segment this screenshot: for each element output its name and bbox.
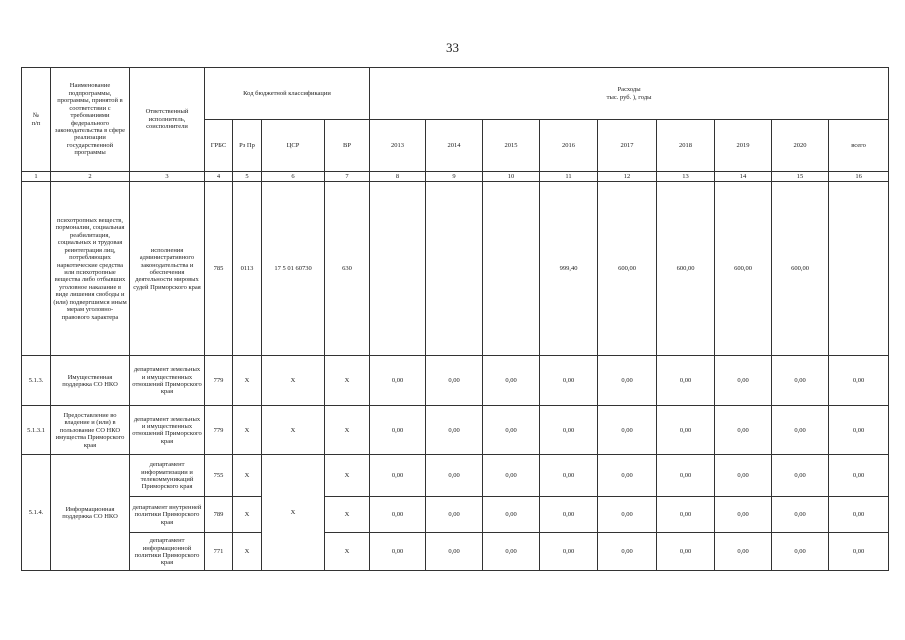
row-num: 5.1.3. bbox=[22, 356, 51, 406]
row-grbs: 779 bbox=[205, 406, 233, 455]
row-value: 999,40 bbox=[540, 182, 598, 356]
row-rzpr: Х bbox=[233, 356, 262, 406]
row-value: 600,00 bbox=[772, 182, 829, 356]
row-value: 0,00 bbox=[483, 533, 540, 571]
header-col-vr: ВР bbox=[325, 120, 370, 172]
header-total: всего bbox=[829, 120, 889, 172]
row-value: 0,00 bbox=[370, 455, 426, 497]
row-vr: Х bbox=[325, 533, 370, 571]
row-value: 0,00 bbox=[657, 356, 715, 406]
row-rzpr: 0113 bbox=[233, 182, 262, 356]
row-value: 0,00 bbox=[829, 533, 889, 571]
header-responsible: Ответственный исполнитель, соисполнители bbox=[130, 68, 205, 172]
row-value: 0,00 bbox=[426, 533, 483, 571]
row-value: 0,00 bbox=[426, 356, 483, 406]
header-year: 2015 bbox=[483, 120, 540, 172]
row-vr: Х bbox=[325, 497, 370, 533]
index-cell: 15 bbox=[772, 172, 829, 182]
row-value: 0,00 bbox=[540, 455, 598, 497]
row-value: 0,00 bbox=[483, 455, 540, 497]
row-value: 0,00 bbox=[772, 497, 829, 533]
header-col-rzpr: Рз Пр bbox=[233, 120, 262, 172]
row-value: 600,00 bbox=[598, 182, 657, 356]
row-value: 0,00 bbox=[483, 406, 540, 455]
header-col-grbs: ГРБС bbox=[205, 120, 233, 172]
row-value: 0,00 bbox=[426, 406, 483, 455]
row-value: 0,00 bbox=[715, 406, 772, 455]
row-grbs: 771 bbox=[205, 533, 233, 571]
row-responsible: исполнения административного законодательства и обеспечения деятельности мировых судей Приморского края bbox=[130, 182, 205, 356]
row-value: 0,00 bbox=[657, 455, 715, 497]
index-cell: 10 bbox=[483, 172, 540, 182]
row-value: 0,00 bbox=[829, 455, 889, 497]
index-cell: 12 bbox=[598, 172, 657, 182]
row-responsible: департамент внутренней политики Приморского края bbox=[130, 497, 205, 533]
table-row bbox=[22, 356, 889, 406]
row-value: 0,00 bbox=[598, 406, 657, 455]
index-cell: 4 bbox=[205, 172, 233, 182]
row-value bbox=[426, 182, 483, 356]
table-row bbox=[22, 455, 889, 497]
row-value: 0,00 bbox=[829, 356, 889, 406]
row-value: 0,00 bbox=[598, 455, 657, 497]
row-value: 0,00 bbox=[772, 406, 829, 455]
row-csr: 17 5 01 60730 bbox=[262, 182, 325, 356]
header-year: 2017 bbox=[598, 120, 657, 172]
row-rzpr: Х bbox=[233, 497, 262, 533]
row-num: 5.1.4. bbox=[22, 455, 51, 571]
row-value: 0,00 bbox=[772, 455, 829, 497]
header-row-1 bbox=[22, 68, 889, 120]
index-cell: 2 bbox=[51, 172, 130, 182]
index-cell: 13 bbox=[657, 172, 715, 182]
index-cell: 6 bbox=[262, 172, 325, 182]
row-value: 0,00 bbox=[657, 406, 715, 455]
header-expenses: Расходы тыс. руб. ), годы bbox=[370, 68, 889, 120]
row-value: 0,00 bbox=[657, 497, 715, 533]
header-year: 2016 bbox=[540, 120, 598, 172]
index-cell: 1 bbox=[22, 172, 51, 182]
row-value: 0,00 bbox=[370, 533, 426, 571]
row-value: 0,00 bbox=[540, 356, 598, 406]
row-rzpr: Х bbox=[233, 455, 262, 497]
row-value: 0,00 bbox=[426, 455, 483, 497]
row-value: 0,00 bbox=[426, 497, 483, 533]
row-num bbox=[22, 182, 51, 356]
row-value: 0,00 bbox=[715, 533, 772, 571]
row-responsible: департамент земельных и имущественных отношений Приморского края bbox=[130, 356, 205, 406]
row-responsible: департамент земельных и имущественных отношений Приморского края bbox=[130, 406, 205, 455]
row-value: 0,00 bbox=[598, 356, 657, 406]
row-value: 600,00 bbox=[715, 182, 772, 356]
row-name: Имущественная поддержка СО НКО bbox=[51, 356, 130, 406]
row-value: 0,00 bbox=[715, 455, 772, 497]
index-cell: 3 bbox=[130, 172, 205, 182]
row-value: 0,00 bbox=[540, 533, 598, 571]
row-name: психотропных веществ, пормоналии, социальная реабилитация, социальных и трудовая реинтеграция лиц, потребляющих наркотические средства или психотропные вещества либо отбывших уголовное наказание в виде лишения свободы и (или) подвергшимся иным мерам уголовно-правового характера bbox=[51, 182, 130, 356]
table-row bbox=[22, 182, 889, 356]
row-value: 0,00 bbox=[598, 497, 657, 533]
row-csr: Х bbox=[262, 406, 325, 455]
row-value: 0,00 bbox=[540, 406, 598, 455]
index-cell: 8 bbox=[370, 172, 426, 182]
row-value: 0,00 bbox=[370, 356, 426, 406]
index-cell: 9 bbox=[426, 172, 483, 182]
budget-table bbox=[21, 67, 889, 571]
table-row bbox=[22, 406, 889, 455]
row-grbs: 755 bbox=[205, 455, 233, 497]
row-name: Предоставление во владение и (или) в пользование СО НКО имущества Приморского края bbox=[51, 406, 130, 455]
row-rzpr: Х bbox=[233, 406, 262, 455]
row-responsible: департамент информационной политики Приморского края bbox=[130, 533, 205, 571]
row-value: 0,00 bbox=[540, 497, 598, 533]
row-value: 0,00 bbox=[370, 406, 426, 455]
row-value: 0,00 bbox=[715, 356, 772, 406]
page-number: 33 bbox=[446, 40, 459, 55]
row-responsible: департамент информатизации и телекоммуникаций Приморского края bbox=[130, 455, 205, 497]
row-value: 0,00 bbox=[657, 533, 715, 571]
row-value: 0,00 bbox=[829, 497, 889, 533]
row-value: 0,00 bbox=[772, 356, 829, 406]
header-year: 2014 bbox=[426, 120, 483, 172]
row-grbs: 779 bbox=[205, 356, 233, 406]
row-value: 0,00 bbox=[715, 497, 772, 533]
header-name: Наименование подпрограммы, программы, принятой в соответствии с требованиями федерального законодательства в сфере реализации государственной программы bbox=[51, 68, 130, 172]
header-year: 2018 bbox=[657, 120, 715, 172]
index-cell: 14 bbox=[715, 172, 772, 182]
row-value: 0,00 bbox=[483, 356, 540, 406]
row-value: 0,00 bbox=[483, 497, 540, 533]
row-value: 600,00 bbox=[657, 182, 715, 356]
header-col-csr: ЦСР bbox=[262, 120, 325, 172]
row-vr: Х bbox=[325, 406, 370, 455]
header-year: 2020 bbox=[772, 120, 829, 172]
row-grbs: 785 bbox=[205, 182, 233, 356]
header-budget-code: Код бюджетной классификации bbox=[205, 68, 370, 120]
row-rzpr: Х bbox=[233, 533, 262, 571]
row-value bbox=[829, 182, 889, 356]
row-value: 0,00 bbox=[829, 406, 889, 455]
index-cell: 5 bbox=[233, 172, 262, 182]
header-num: № п/п bbox=[22, 68, 51, 172]
row-vr: Х bbox=[325, 455, 370, 497]
index-cell: 7 bbox=[325, 172, 370, 182]
row-value bbox=[370, 182, 426, 356]
row-name: Информационная поддержка СО НКО bbox=[51, 455, 130, 571]
row-value: 0,00 bbox=[598, 533, 657, 571]
index-cell: 11 bbox=[540, 172, 598, 182]
row-vr: 630 bbox=[325, 182, 370, 356]
row-grbs: 789 bbox=[205, 497, 233, 533]
row-num: 5.1.3.1 bbox=[22, 406, 51, 455]
header-year: 2019 bbox=[715, 120, 772, 172]
index-row bbox=[22, 172, 889, 182]
table-row bbox=[22, 497, 889, 533]
row-value bbox=[483, 182, 540, 356]
index-cell: 16 bbox=[829, 172, 889, 182]
row-csr: Х bbox=[262, 455, 325, 571]
row-csr: Х bbox=[262, 356, 325, 406]
row-value: 0,00 bbox=[772, 533, 829, 571]
row-value: 0,00 bbox=[370, 497, 426, 533]
table-row bbox=[22, 533, 889, 571]
row-vr: Х bbox=[325, 356, 370, 406]
header-year: 2013 bbox=[370, 120, 426, 172]
